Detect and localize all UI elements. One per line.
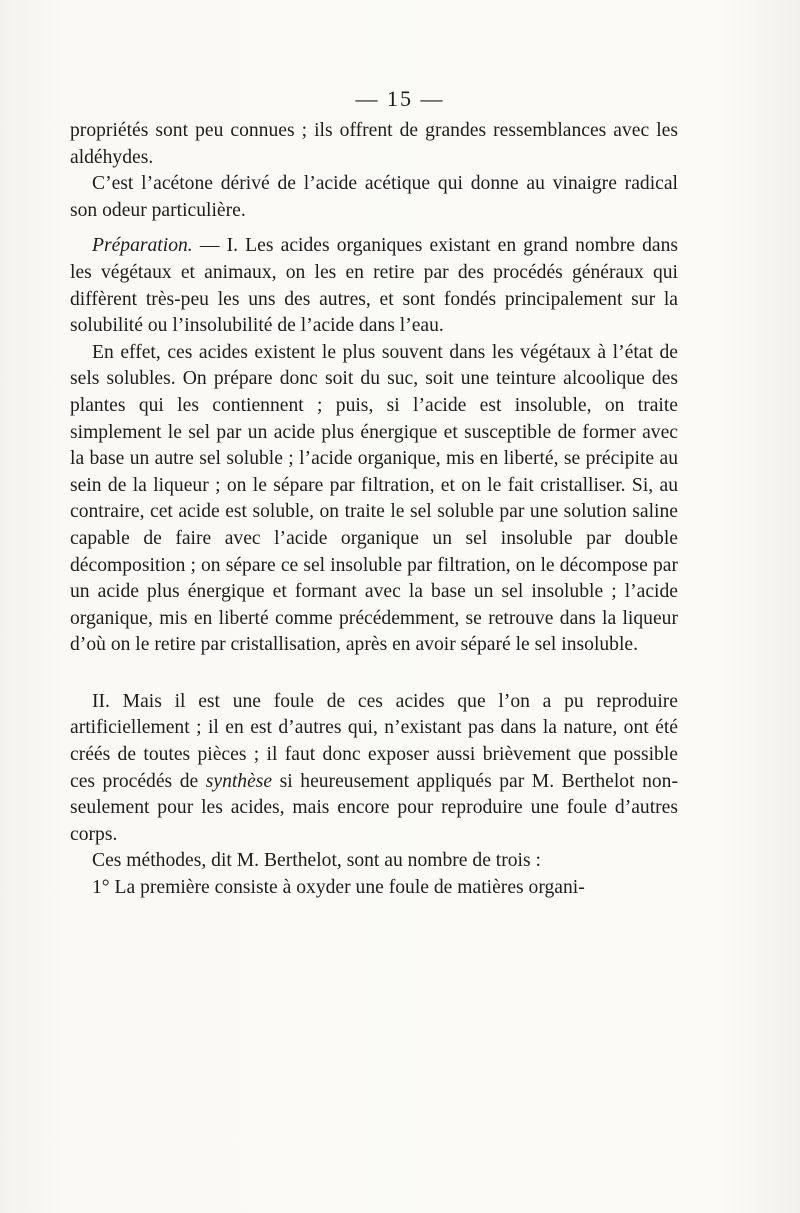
paragraph-preparation-text: — I. Les acides organiques existant en grand nombre dans les végétaux et animaux, on les en retire par des procédés généraux qui diffèrent très-peu les uns des autres, et sont fondés principalement sur la solubilité ou l’insolubilité de l’acide dans l’eau. — [70, 235, 678, 337]
paragraph-en-effet: En effet, ces acides existent le plus souvent dans les végétaux à l’état de sels solubles. On prépare donc soit du suc, soit une teinture alcoolique des plantes qui les contiennent ; puis, si l’acide est insoluble, on traite simplement le sel par un acide plus énergique et susceptible de former avec la base un autre sel soluble ; l’acide organique, mis en liberté, se précipite au sein de la liqueur ; on le sépare par filtration, et on le fait cristalliser. Si, au contraire, cet acide est soluble, on traite le sel soluble par une solution saline capable de faire avec l’acide organique un sel insoluble par double décomposition ; on sépare ce sel insoluble par filtration, on le décompose par un acide plus énergique et formant avec la base un sel insoluble ; l’acide organique, mis en liberté comme précédemment, se retrouve dans la liqueur d’où on le retire par cristallisation, après en avoir séparé le sel insoluble. — [70, 341, 678, 656]
paragraph-ii-text-before: II. Mais il est une foule de ces acides que l’on a pu reproduire artificiellement ; il en est d’autres qui, n’existant pas dans la nature, ont été créés de toutes pièces ; il faut donc exposer aussi brièvement que possible ces procédés de — [70, 690, 678, 792]
section-heading-preparation: Préparation. — [92, 235, 193, 257]
page-number: — 15 — — [355, 86, 445, 111]
paragraph-2: C’est l’acétone dérivé de l’acide acétique qui donne au vinaigre radical son odeur particulière. — [70, 173, 678, 221]
emphasis-synthese: synthèse — [205, 770, 273, 792]
body-text — [70, 118, 678, 902]
paragraph-section-ii — [70, 689, 678, 849]
paragraph-methodes: Ces méthodes, dit M. Berthelot, sont au nombre de trois : — [92, 850, 541, 872]
paragraph-preparation — [70, 233, 678, 339]
paragraph-1: propriétés sont peu connues ; ils offrent de grandes ressemblances avec les aldéhydes. — [70, 120, 678, 168]
paragraph-first-method: 1° La première consiste à oxyder une foule de matières organi- — [92, 877, 585, 899]
paragraph-ii-text-after: si heureusement appliqués par M. Berthelot non-seulement pour les acides, mais encore pour reproduire une foule d’autres corps. — [70, 770, 678, 845]
